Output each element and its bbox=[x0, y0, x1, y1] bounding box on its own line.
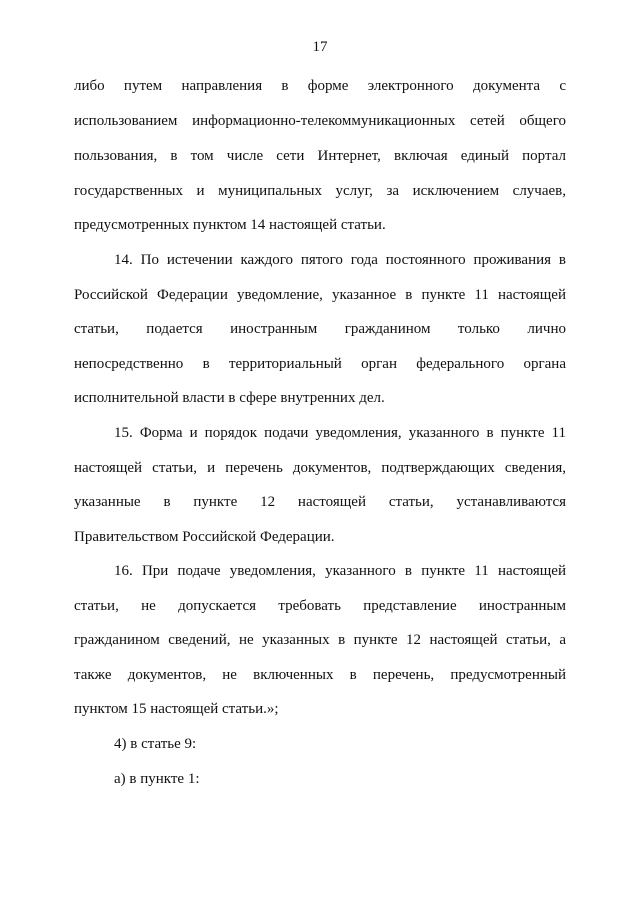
text-line: статьи, подается иностранным гражданином только лично bbox=[74, 321, 566, 337]
text-line: либо путем направления в форме электронного документа с bbox=[74, 78, 566, 94]
text-line: настоящей статьи, и перечень документов, подтверждающих сведения, bbox=[74, 460, 566, 476]
text-line: 14. По истечении каждого пятого года постоянного проживания в bbox=[114, 252, 566, 268]
text-line: а) в пункте 1: bbox=[114, 771, 200, 787]
text-line: также документов, не включенных в перечень, предусмотренный bbox=[74, 667, 566, 683]
text-line: 4) в статье 9: bbox=[114, 736, 197, 752]
text-line: исполнительной власти в сфере внутренних дел. bbox=[74, 390, 385, 406]
text-line: пунктом 15 настоящей статьи.»; bbox=[74, 701, 279, 717]
text-line: указанные в пункте 12 настоящей статьи, устанавливаются bbox=[74, 494, 566, 510]
page-number: 17 bbox=[312, 39, 328, 55]
text-line: 16. При подаче уведомления, указанного в пункте 11 настоящей bbox=[114, 563, 566, 579]
text-line: статьи, не допускается требовать представление иностранным bbox=[74, 598, 566, 614]
text-line: использованием информационно-телекоммуникационных сетей общего bbox=[74, 113, 566, 129]
text-line: гражданином сведений, не указанных в пункте 12 настоящей статьи, а bbox=[74, 632, 566, 648]
text-line: предусмотренных пунктом 14 настоящей статьи. bbox=[74, 217, 386, 233]
text-line: Российской Федерации уведомление, указанное в пункте 11 настоящей bbox=[74, 287, 566, 303]
text-line: государственных и муниципальных услуг, за исключением случаев, bbox=[74, 183, 566, 199]
text-line: непосредственно в территориальный орган федерального органа bbox=[74, 356, 566, 372]
text-line: 15. Форма и порядок подачи уведомления, указанного в пункте 11 bbox=[114, 425, 566, 441]
text-line: пользования, в том числе сети Интернет, включая единый портал bbox=[74, 148, 566, 164]
text-line: Правительством Российской Федерации. bbox=[74, 529, 335, 545]
